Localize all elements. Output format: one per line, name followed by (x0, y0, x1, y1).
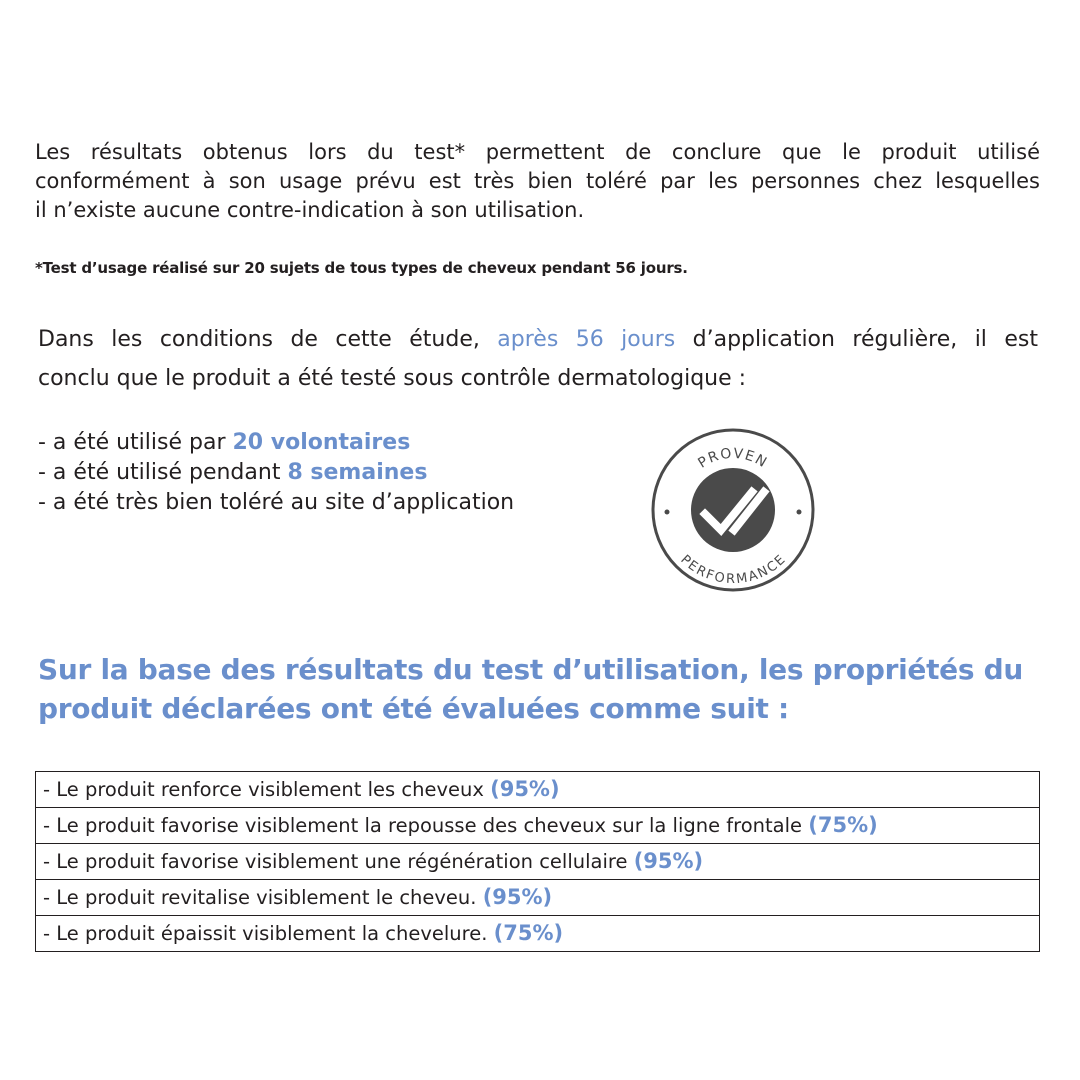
badge-dot-right (797, 510, 802, 515)
intro-line-2: conformément à son usage prévu est très bien toléré par les personnes chez lesquelles (35, 169, 1040, 193)
intro-line-3: il n’existe aucune contre-indication à son utilisation. (35, 198, 585, 222)
bullet-item (38, 458, 638, 488)
table-cell (36, 916, 1040, 952)
bullet-item (38, 488, 638, 518)
bullet-item (38, 428, 638, 458)
table-cell (36, 772, 1040, 808)
heading-line-2: produit déclarées ont été évaluées comme suit : (38, 692, 789, 725)
intro-paragraph (35, 138, 1040, 225)
table-cell (36, 808, 1040, 844)
conclusion-text-1: Dans les conditions de cette étude, (38, 327, 498, 352)
results-table (35, 771, 1040, 952)
table-row (36, 916, 1040, 952)
table-row (36, 880, 1040, 916)
result-percent: (75%) (493, 921, 564, 945)
result-percent: (95%) (490, 777, 560, 801)
badge-dot-left (665, 510, 670, 515)
bullet-highlight: 20 volontaires (232, 430, 411, 455)
section-heading (38, 650, 1048, 728)
badge-bottom-text: PERFORMANCE (677, 552, 789, 587)
table-cell (36, 844, 1040, 880)
conclusion-text-2: d’application régulière, il est (675, 327, 1038, 352)
conclusion-paragraph (38, 320, 1038, 398)
table-row (36, 808, 1040, 844)
conclusion-line-2: conclu que le produit a été testé sous contrôle dermatologique : (38, 366, 747, 391)
intro-line-1: Les résultats obtenus lors du test* permettent de conclure que le produit utilisé (35, 140, 1040, 164)
bullet-text: - a été utilisé pendant (38, 460, 288, 485)
result-percent: (95%) (482, 885, 553, 909)
table-row (36, 844, 1040, 880)
table-cell (36, 880, 1040, 916)
badge-top-text: PROVEN (695, 445, 771, 472)
result-label: - Le produit revitalise visiblement le cheveu. (43, 886, 483, 909)
result-label: - Le produit favorise visiblement une régénération cellulaire (43, 850, 634, 873)
bullet-list (38, 428, 638, 518)
result-percent: (75%) (808, 813, 878, 837)
heading-line-1: Sur la base des résultats du test d’utilisation, les propriétés du (38, 653, 1024, 686)
footnote: *Test d’usage réalisé sur 20 sujets de tous types de cheveux pendant 56 jours. (35, 259, 688, 277)
conclusion-highlight: après 56 jours (497, 327, 676, 352)
result-percent: (95%) (633, 849, 704, 873)
result-label: - Le produit favorise visiblement la repousse des cheveux sur la ligne frontale (43, 814, 809, 837)
proven-performance-badge (651, 428, 815, 592)
result-label: - Le produit épaissit visiblement la chevelure. (43, 922, 494, 945)
bullet-highlight: 8 semaines (287, 460, 428, 485)
conclusion-line-1 (38, 320, 1038, 359)
bullet-text: - a été très bien toléré au site d’application (38, 490, 515, 515)
bullet-text: - a été utilisé par (38, 430, 233, 455)
result-label: - Le produit renforce visiblement les cheveux (43, 778, 491, 801)
table-row (36, 772, 1040, 808)
